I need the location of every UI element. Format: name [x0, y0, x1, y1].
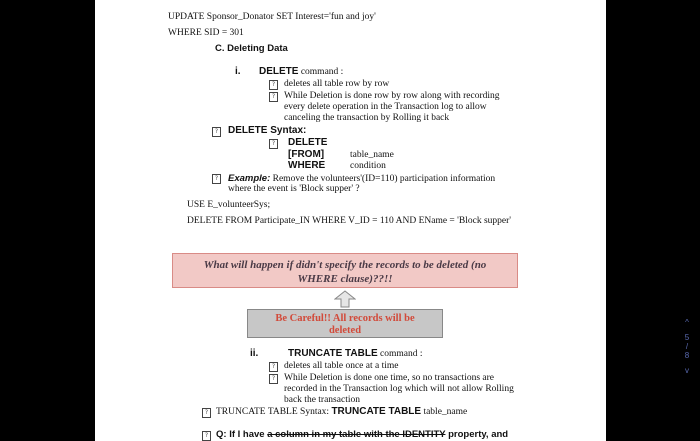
careful-line-2: deleted	[328, 325, 362, 336]
page-number-separator: /	[685, 342, 689, 351]
truncate-bullet-2-line-3: back the transaction	[284, 395, 360, 405]
careful-line-1: Be Careful!! All records will be	[275, 313, 415, 324]
question-line: Q: If I have a column in my table with the IDENTITY property, and	[216, 429, 509, 440]
delete-sql-line: DELETE FROM Participate_IN WHERE V_ID = 110 AND EName = 'Block supper'	[187, 216, 511, 226]
chevron-down-icon[interactable]: v	[685, 366, 689, 375]
bullet-icon: ?	[202, 408, 211, 418]
delete-number: i.	[235, 66, 241, 77]
chevron-up-icon[interactable]: ^	[685, 318, 689, 327]
syntax-where-keyword: WHERE	[288, 160, 326, 171]
up-arrow-icon	[334, 290, 356, 308]
truncate-bullet-2-line-1: While Deletion is done one time, so no transactions are	[284, 373, 494, 383]
update-sql-line: UPDATE Sponsor_Donator SET Interest='fun and joy'	[168, 12, 376, 22]
careful-callout	[247, 309, 443, 338]
page-number-total: 8	[684, 351, 690, 360]
delete-bullet-2-line-1: While Deletion is done row by row along with recording	[284, 91, 500, 101]
truncate-bullet-1: deletes all table once at a time	[284, 361, 399, 371]
page-number-current: 5	[684, 333, 690, 342]
syntax-from-keyword: [FROM]	[288, 149, 325, 160]
delete-syntax-heading: DELETE Syntax:	[228, 125, 307, 136]
example-line-2: where the event is 'Block supper' ?	[228, 184, 360, 194]
warning-line-1: What will happen if didn't specify the records to be deleted (no	[203, 259, 487, 271]
bullet-icon: ?	[269, 362, 278, 372]
bullet-icon: ?	[269, 92, 278, 102]
syntax-table-name: table_name	[350, 150, 394, 160]
bullet-icon: ?	[212, 174, 221, 184]
bullet-icon: ?	[269, 80, 278, 90]
example-line-1: Example: Remove the volunteers'(ID=110) participation information	[228, 173, 496, 184]
page-nav	[682, 318, 692, 375]
use-sql-line: USE E_volunteerSys;	[187, 200, 271, 210]
delete-bullet-1: deletes all table row by row	[284, 79, 390, 89]
warning-line-2: WHERE clause)??!!	[297, 273, 393, 285]
truncate-command-heading: TRUNCATE TABLE command :	[288, 348, 423, 359]
syntax-condition: condition	[350, 161, 386, 171]
document-page	[95, 0, 606, 441]
truncate-bullet-2-line-2: recorded in the Transaction log which will not allow Rolling	[284, 384, 514, 394]
bullet-icon: ?	[269, 374, 278, 384]
truncate-number: ii.	[250, 348, 259, 359]
delete-bullet-2-line-3: canceling the transaction by Rolling it back	[284, 113, 450, 123]
truncate-syntax-line: TRUNCATE TABLE Syntax: TRUNCATE TABLE table_name	[216, 406, 468, 417]
section-c-heading: C. Deleting Data	[215, 43, 288, 54]
delete-command-heading: DELETE command :	[259, 66, 344, 77]
bullet-icon: ?	[212, 127, 221, 137]
delete-bullet-2-line-2: every delete operation in the Transaction log to allow	[284, 102, 487, 112]
syntax-delete-keyword: DELETE	[288, 137, 328, 148]
bullet-icon: ?	[202, 431, 211, 441]
where-sid-line: WHERE SID = 301	[168, 28, 244, 38]
warning-callout	[172, 253, 518, 288]
bullet-icon: ?	[269, 139, 278, 149]
